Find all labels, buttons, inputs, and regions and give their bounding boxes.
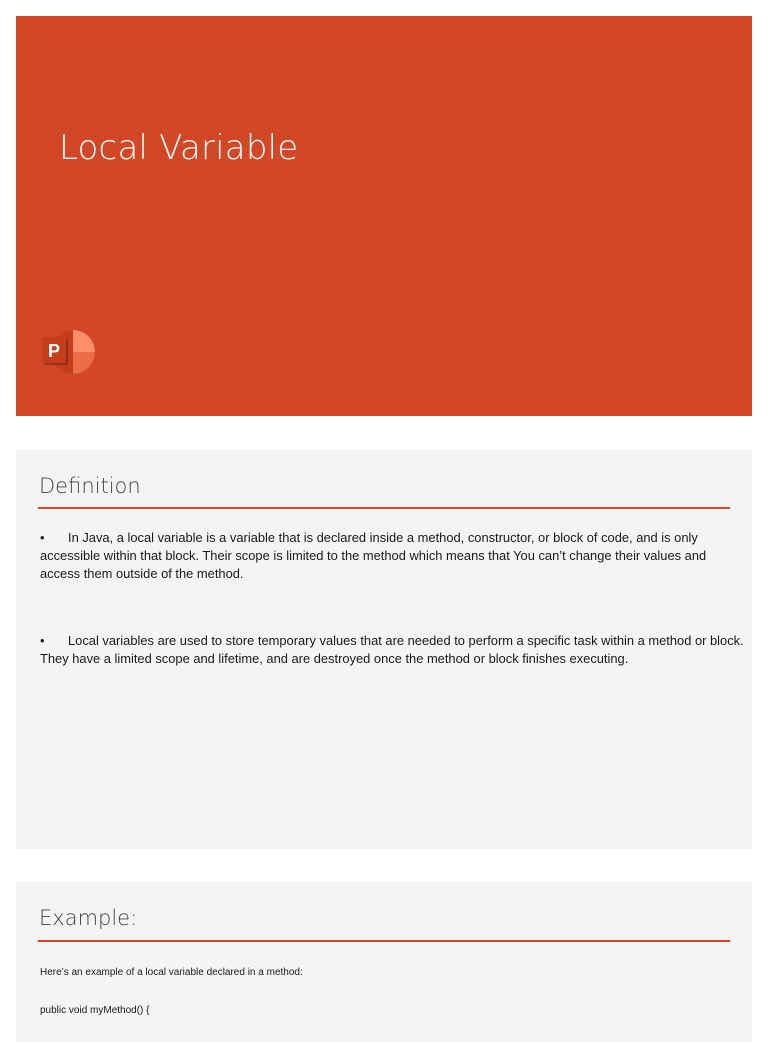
example-slide[interactable]	[16, 882, 752, 1042]
slide-heading: Example:	[39, 906, 138, 930]
slide-heading: Definition	[39, 474, 141, 498]
bullet-text: Local variables are used to store temporary values that are needed to perform a specific task within a method or block. They have a limited scope and lifetime, and are destroyed once the method or block finishes executing.	[40, 633, 744, 666]
code-line: public void myMethod() {	[40, 1005, 150, 1016]
heading-divider	[38, 940, 730, 942]
slide-title: Local Variable	[59, 128, 299, 168]
powerpoint-logo-icon	[41, 328, 97, 376]
bullet-text: In Java, a local variable is a variable that is declared inside a method, constructor, or block of code, and is only accessible within that block. Their scope is limited to the method which means that You can’t change their values and access them outside of the method.	[40, 530, 707, 581]
bullet-paragraph	[40, 632, 744, 668]
bullet-marker: •	[40, 633, 45, 648]
example-intro-text: Here’s an example of a local variable declared in a method:	[40, 967, 303, 978]
title-slide[interactable]	[16, 16, 752, 416]
logo-letter: P	[47, 341, 61, 361]
bullet-marker: •	[40, 530, 45, 545]
bullet-paragraph	[40, 529, 744, 583]
heading-divider	[38, 507, 730, 509]
definition-slide[interactable]	[16, 450, 752, 849]
